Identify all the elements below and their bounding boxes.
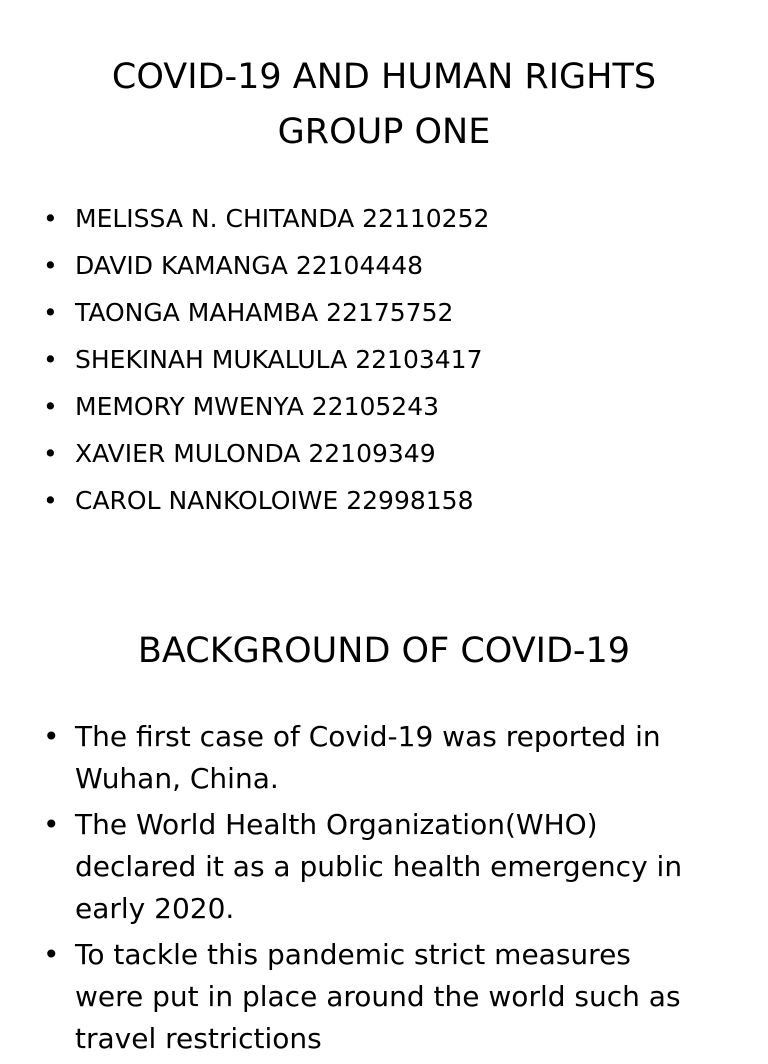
bullet-icon: • [43,392,58,421]
bullet-icon: • [43,486,58,515]
bullet-icon: • [43,204,58,233]
list-item [0,716,695,800]
list-item [0,195,695,242]
member-name: XAVIER MULONDA 22109349 [75,439,436,468]
member-name: CAROL NANKOLOIWE 22998158 [75,486,474,515]
bullet-icon: • [43,720,60,753]
bullet-text: The first case of Covid-19 was reported in Wuhan, China. [75,720,661,795]
member-name: SHEKINAH MUKALULA 22103417 [75,345,483,374]
bullet-text: The World Health Organization(WHO) declared it as a public health emergency in early 2020. [75,808,683,925]
bullet-icon: • [43,808,60,841]
slide-1-title [0,50,768,160]
member-name: MELISSA N. CHITANDA 22110252 [75,204,490,233]
list-item [0,242,695,289]
bullet-icon: • [43,345,58,374]
title-line-1: COVID-19 AND HUMAN RIGHTS [111,57,657,97]
bullet-text: To tackle this pandemic strict measures were put in place around the world such as travel restrictions [75,938,681,1055]
title-line-2: GROUP ONE [277,112,491,152]
list-item [0,477,695,524]
list-item [0,289,695,336]
list-item [0,383,695,430]
list-item [0,934,695,1060]
bullet-icon: • [43,439,58,468]
bullet-icon: • [43,251,58,280]
bullet-icon: • [43,938,60,971]
slide-2 [0,576,768,1055]
background-list [0,716,695,1064]
member-list [0,195,695,524]
member-name: TAONGA MAHAMBA 22175752 [75,298,454,327]
member-name: DAVID KAMANGA 22104448 [75,251,424,280]
list-item [0,336,695,383]
slide-2-title: BACKGROUND OF COVID-19 [137,631,631,671]
bullet-icon: • [43,298,58,327]
list-item [0,430,695,477]
member-name: MEMORY MWENYA 22105243 [75,392,440,421]
list-item [0,804,695,930]
